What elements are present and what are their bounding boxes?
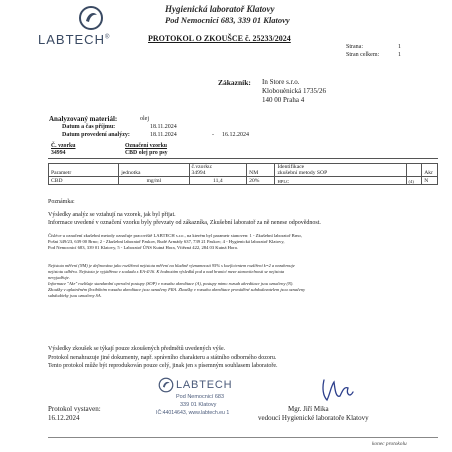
page-label: Strana: xyxy=(346,44,363,50)
customer-city: 140 00 Praha 4 xyxy=(262,96,305,104)
col-ref xyxy=(406,164,422,177)
sample-no-header: Č. vzorku xyxy=(51,143,76,149)
lab-address: Pod Nemocnicí 683, 339 01 Klatovy xyxy=(165,15,290,25)
results-header-row xyxy=(49,164,438,177)
sample-no: 34994 xyxy=(51,150,66,156)
uncertainty-info: Nejistota měření (NM) je definována jako rozšířená nejistota měření na hladině významnosti 95% s koeficientem rozšíření k=2 a nezahrnuje nejistotu odběru. Nejistota je vyjádřena v souladu s EA-4/16. K hodnotám výsledků pod a nad hranicí meze stanovitelnosti se nejistota nevyjadřuje. Informace "Akr" rozlišuje standardní operační postupy (SOP) v rozsahu akreditace (A), postupy mimo rozsah akreditace jsou označeny (N). Zkoušky v uplatněném flexibilním rozsahu akreditace jsou označeny FRA. Zkoušky v rozsahu akreditace prováděné subdodavatelem jsou označeny subdodávky jsou označeny SA. xyxy=(48,263,306,298)
pages-total-label: Stran celkem: xyxy=(346,52,380,58)
table-row xyxy=(49,177,438,185)
cell-akr: N xyxy=(422,177,438,185)
cell-parameter: CBD xyxy=(49,177,119,185)
analysis-date-to: 16.12.2024 xyxy=(222,132,249,138)
analysis-date-from: 18.11.2024 xyxy=(150,132,177,138)
col-parameter: Parametr xyxy=(49,164,119,177)
customer-street: Klobouènická 1735/26 xyxy=(262,87,326,95)
lab-name: Hygienická laboratoř Klatovy xyxy=(165,4,275,14)
col-unit: jednotka xyxy=(119,164,189,177)
pages-total-value: 1 xyxy=(398,52,401,58)
col-method: Identifikace zkušební metody SOP xyxy=(275,164,406,177)
labtech-logo: LABTECH® xyxy=(38,32,111,47)
material-label: Analyzovaný materiál: xyxy=(49,115,118,123)
cell-nm: 20% xyxy=(247,177,275,185)
sample-desc: CBD olej pro psy xyxy=(125,150,168,156)
cell-value: 11,4 xyxy=(189,177,247,185)
labtech-logo-icon xyxy=(78,5,104,31)
analysis-date-label: Datum provedení analýzy: xyxy=(62,132,130,138)
col-sample: č.vzorku: 34994 xyxy=(189,164,247,177)
notes-p1: Výsledky analýz se vztahují na vzorek, jak byl přijat. xyxy=(48,212,176,218)
labtech-stamp: LABTECH Pod Nemocnicí 683 339 01 Klatovy IČ:44014643, www.labtech.eu 1 xyxy=(156,379,233,416)
issued-label: Protokol vystaven: xyxy=(48,405,101,413)
col-nm: NM xyxy=(247,164,275,177)
notes-p2: Informace uvedené v označení vzorku byly převzaty od zákazníka, Zkušební laboratoř za ně nenese odpovědnost. xyxy=(48,220,321,226)
signature xyxy=(318,376,358,404)
divider xyxy=(48,158,438,159)
cell-unit: mg/ml xyxy=(119,177,189,185)
analysis-date-dash: - xyxy=(212,132,214,138)
col-akr: Akr xyxy=(422,164,438,177)
issued-date: 16.12.2024 xyxy=(48,414,80,422)
footer-divider xyxy=(48,437,438,438)
notes-label: Poznámka: xyxy=(48,199,75,205)
page-value: 1 xyxy=(398,44,401,50)
cell-method: HPLC xyxy=(275,177,406,185)
signer-name: Mgr. Jiří Mika xyxy=(288,405,329,413)
customer-name: In Store s.r.o. xyxy=(262,78,300,86)
material-value: olej xyxy=(140,116,149,122)
received-label: Datum a čas příjmu: xyxy=(62,124,116,130)
cell-ref: (4) xyxy=(406,177,422,185)
customer-label: Zákazník: xyxy=(218,78,251,87)
end-of-protocol: konec protokolu xyxy=(372,441,407,447)
received-date: 18.11.2024 xyxy=(150,124,177,130)
labs-info: Čísléce u označení zkušební metody označuje pracoviště LABTECH s.r.o., na kterém byl parametr stanoven: 1 - Zkušební laboratoř Brno, Pošni 349/23, 639 00 Brno; 2 - Zkušební laboratoř Paskov, Rudé Armády 637, 739 21 Paskov; 4 - Hygienická laboratoř Klatovy, Pod Nemocnicí 683, 339 01 Klatovy, 5 - Laboratoř ÚNS Kutná Hora, Vítězná 422, 284 03 Kutná Hora. xyxy=(48,233,302,251)
signer-role: vedoucí Hygienické laboratoře Klatovy xyxy=(258,414,369,422)
protocol-title: PROTOKOL O ZKOUŠCE č. 25233/2024 xyxy=(148,34,291,43)
stamp-logo-icon xyxy=(158,377,174,393)
sample-desc-header: Označení vzorku xyxy=(125,143,168,149)
results-table xyxy=(48,163,438,185)
closing-statements: Výsledky zkoušek se týkají pouze zkoušených předmětů uvedených výše. Protokol nenahrazuje jiné dokumenty, např. správního charakteru a státního odborného dozoru. Tento protokol může být reprodukován pouze celý, jinak jen s písemným souhlasem laboratoře. xyxy=(48,346,278,369)
